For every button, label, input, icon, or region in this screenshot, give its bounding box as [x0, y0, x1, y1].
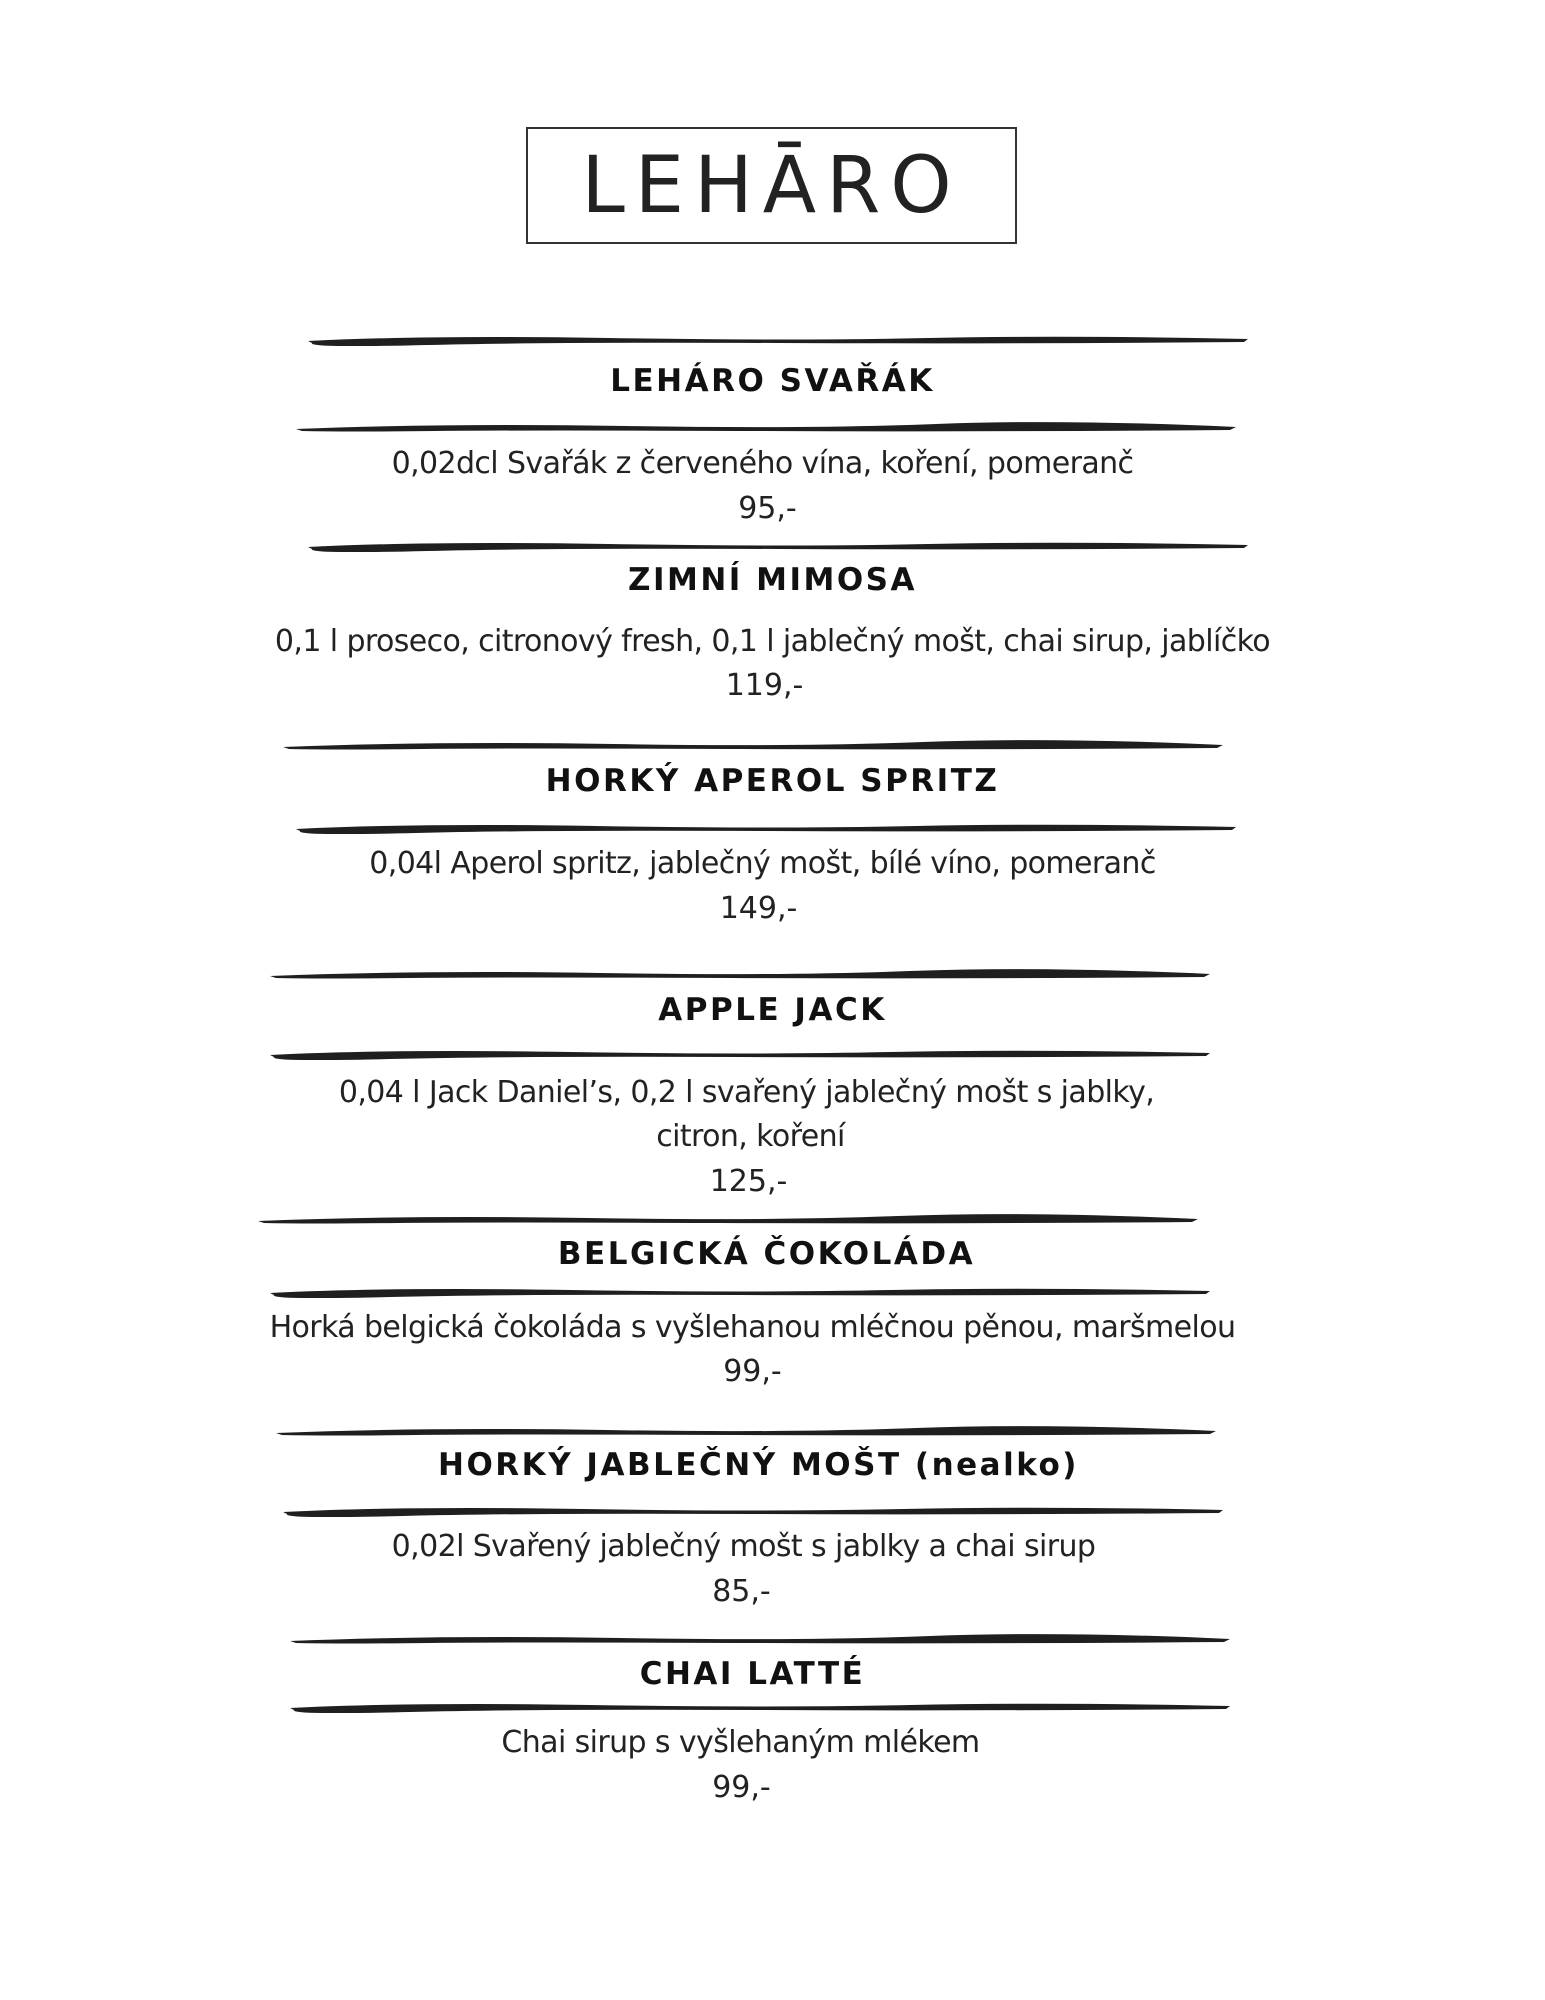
brush-divider	[290, 1701, 1230, 1713]
item-description-line-2: citron, koření	[656, 1119, 845, 1154]
brush-divider	[296, 822, 1236, 834]
brush-divider	[258, 1213, 1198, 1225]
item-title: HORKÝ APEROL SPRITZ	[545, 763, 1000, 799]
item-description: 0,04l Aperol spritz, jablečný mošt, bílé víno, pomeranč	[369, 846, 1156, 881]
item-description: Chai sirup s vyšlehaným mlékem	[501, 1725, 980, 1760]
brush-divider	[283, 739, 1223, 751]
brush-divider	[270, 1048, 1210, 1060]
item-price: 99,-	[723, 1354, 782, 1389]
item-description: 0,02dcl Svařák z červeného vína, koření, pomeranč	[391, 446, 1134, 481]
brush-divider	[270, 968, 1210, 980]
item-title: BELGICKÁ ČOKOLÁDA	[557, 1236, 976, 1272]
item-price: 149,-	[719, 891, 798, 926]
item-title: ZIMNÍ MIMOSA	[627, 562, 918, 598]
item-title: HORKÝ JABLEČNÝ MOŠT (nealko)	[438, 1447, 1079, 1483]
item-description: Horká belgická čokoláda s vyšlehanou mléčnou pěnou, maršmelou	[269, 1310, 1236, 1345]
item-description: 0,1 l proseco, citronový fresh, 0,1 l jablečný mošt, chai sirup, jablíčko	[274, 624, 1271, 659]
item-title: APPLE JACK	[658, 992, 887, 1028]
brush-divider	[270, 1286, 1210, 1298]
item-price: 99,-	[712, 1770, 771, 1805]
item-price: 119,-	[725, 668, 804, 703]
brush-divider	[296, 421, 1236, 433]
brush-divider	[308, 334, 1248, 346]
item-title: CHAI LATTÉ	[639, 1656, 866, 1692]
brush-divider	[276, 1425, 1216, 1437]
brush-divider	[290, 1633, 1230, 1645]
item-title: LEHÁRO SVAŘÁK	[610, 363, 935, 399]
item-price: 85,-	[712, 1574, 771, 1609]
item-price: 125,-	[709, 1164, 788, 1199]
brush-divider	[283, 1505, 1223, 1517]
logo-text: LEHĀRO	[581, 141, 962, 231]
logo-box	[526, 127, 1017, 244]
brush-divider	[308, 540, 1248, 552]
item-price: 95,-	[738, 491, 797, 526]
item-description-line-1: 0,04 l Jack Daniel’s, 0,2 l svařený jablečný mošt s jablky,	[338, 1075, 1155, 1110]
item-description: 0,02l Svařený jablečný mošt s jablky a chai sirup	[391, 1529, 1096, 1564]
